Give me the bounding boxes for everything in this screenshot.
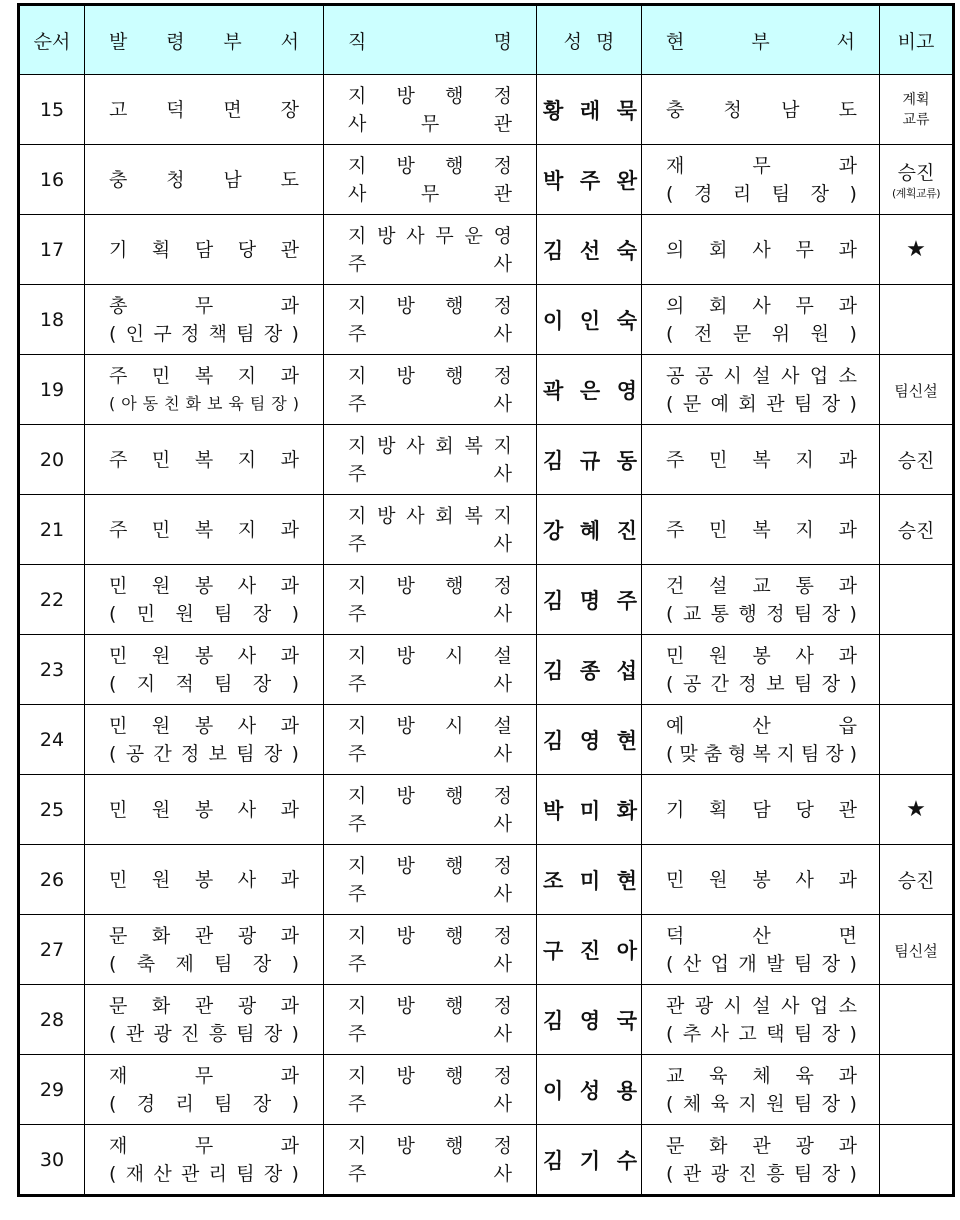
assigned-dept xyxy=(85,565,324,635)
table-row xyxy=(19,355,954,425)
row-number: 16 xyxy=(19,145,85,215)
position-line: 주 사 xyxy=(348,1022,512,1045)
position-line: 주 사 xyxy=(348,462,512,485)
current-dept-line: ( 관 광 진 흥 팀 장 ) xyxy=(666,1162,857,1185)
star-icon: ★ xyxy=(906,797,926,822)
position-line: 지 방 시 설 xyxy=(348,714,512,737)
position-title xyxy=(324,915,537,985)
current-dept-line: ( 추 사 고 택 팀 장 ) xyxy=(666,1022,857,1045)
person-name: 곽 은 영 xyxy=(537,355,642,425)
header-cur-char: 현 xyxy=(666,30,685,53)
header-note: 비고 xyxy=(880,5,954,75)
current-dept xyxy=(642,775,880,845)
dept-line: 민 원 봉 사 과 xyxy=(109,798,299,821)
person-name: 강 혜 진 xyxy=(537,495,642,565)
person-name: 김 영 국 xyxy=(537,985,642,1055)
header-row xyxy=(19,5,954,75)
position-line: 지 방 행 정 xyxy=(348,84,512,107)
remark: 팀신설 xyxy=(880,915,954,985)
remark: 계획 교류 xyxy=(880,75,954,145)
position-line: 주 사 xyxy=(348,532,512,555)
header-no: 순서 xyxy=(19,5,85,75)
header-dept-char: 부 xyxy=(223,30,242,53)
dept-line: 민 원 봉 사 과 xyxy=(109,574,299,597)
position-line: 주 사 xyxy=(348,672,512,695)
assigned-dept xyxy=(85,495,324,565)
position-line: 지 방 행 정 xyxy=(348,924,512,947)
assigned-dept xyxy=(85,705,324,775)
assigned-dept xyxy=(85,915,324,985)
row-number: 17 xyxy=(19,215,85,285)
position-line: 지 방 행 정 xyxy=(348,294,512,317)
remark xyxy=(880,1125,954,1196)
row-number: 27 xyxy=(19,915,85,985)
current-dept xyxy=(642,495,880,565)
assigned-dept xyxy=(85,1125,324,1196)
row-number: 25 xyxy=(19,775,85,845)
header-dept xyxy=(85,5,324,75)
assigned-dept xyxy=(85,215,324,285)
remark: 승진 xyxy=(880,845,954,915)
header-pos-char: 명 xyxy=(493,30,512,53)
dept-line: ( 인 구 정 책 팀 장 ) xyxy=(109,322,299,345)
current-dept xyxy=(642,915,880,985)
current-dept-line: ( 맞 춤 형 복 지 팀 장 ) xyxy=(666,742,857,765)
header-cur xyxy=(642,5,880,75)
table-row xyxy=(19,915,954,985)
person-name: 이 성 용 xyxy=(537,1055,642,1125)
person-name: 김 종 섭 xyxy=(537,635,642,705)
position-line: 지 방 행 정 xyxy=(348,994,512,1017)
dept-line: 기 획 담 당 관 xyxy=(109,238,299,261)
assigned-dept xyxy=(85,845,324,915)
current-dept-line: 문 화 관 광 과 xyxy=(666,1134,857,1157)
position-line: 지 방 행 정 xyxy=(348,574,512,597)
header-cur-char: 서 xyxy=(836,30,855,53)
dept-line: ( 지 적 팀 장 ) xyxy=(109,672,299,695)
position-line: 주 사 xyxy=(348,812,512,835)
personnel-table xyxy=(17,3,955,1197)
row-number: 15 xyxy=(19,75,85,145)
table-row xyxy=(19,495,954,565)
dept-line: 주 민 복 지 과 xyxy=(109,364,299,387)
current-dept-line: 기 획 담 당 관 xyxy=(666,798,857,821)
remark xyxy=(880,775,954,845)
dept-line: ( 공 간 정 보 팀 장 ) xyxy=(109,742,299,765)
table-row xyxy=(19,705,954,775)
current-dept-line: 공 공 시 설 사 업 소 xyxy=(666,364,857,387)
header-cur-char: 부 xyxy=(751,30,770,53)
position-title xyxy=(324,355,537,425)
row-number: 23 xyxy=(19,635,85,705)
table-row xyxy=(19,775,954,845)
position-line: 지 방 시 설 xyxy=(348,644,512,667)
remark: 승진 (계획교류) xyxy=(880,145,954,215)
dept-line: 고 덕 면 장 xyxy=(109,98,299,121)
assigned-dept xyxy=(85,285,324,355)
table-row xyxy=(19,1055,954,1125)
current-dept-line: 예 산 읍 xyxy=(666,714,857,737)
person-name: 황 래 묵 xyxy=(537,75,642,145)
position-title xyxy=(324,145,537,215)
row-number: 19 xyxy=(19,355,85,425)
current-dept-line: 충 청 남 도 xyxy=(666,98,857,121)
dept-line: 민 원 봉 사 과 xyxy=(109,868,299,891)
position-title xyxy=(324,425,537,495)
table-row xyxy=(19,1125,954,1196)
row-number: 28 xyxy=(19,985,85,1055)
position-title xyxy=(324,495,537,565)
dept-line: 재 무 과 xyxy=(109,1064,299,1087)
table-row xyxy=(19,845,954,915)
position-line: 지 방 행 정 xyxy=(348,364,512,387)
remark: 승진 xyxy=(880,495,954,565)
table-row xyxy=(19,565,954,635)
current-dept xyxy=(642,215,880,285)
dept-line: ( 아 동 친 화 보 육 팀 장 ) xyxy=(109,393,299,413)
remark xyxy=(880,565,954,635)
position-line: 주 사 xyxy=(348,742,512,765)
assigned-dept xyxy=(85,425,324,495)
dept-line: ( 재 산 관 리 팀 장 ) xyxy=(109,1162,299,1185)
position-line: 지 방 행 정 xyxy=(348,1134,512,1157)
row-number: 22 xyxy=(19,565,85,635)
person-name: 김 명 주 xyxy=(537,565,642,635)
current-dept xyxy=(642,425,880,495)
dept-line: 민 원 봉 사 과 xyxy=(109,644,299,667)
remark xyxy=(880,285,954,355)
person-name: 김 규 동 xyxy=(537,425,642,495)
dept-line: 문 화 관 광 과 xyxy=(109,994,299,1017)
header-pos xyxy=(324,5,537,75)
assigned-dept xyxy=(85,145,324,215)
table-row xyxy=(19,985,954,1055)
remark xyxy=(880,215,954,285)
table-body xyxy=(19,75,954,1196)
assigned-dept xyxy=(85,635,324,705)
header-name-char: 명 xyxy=(596,30,615,53)
person-name: 이 인 숙 xyxy=(537,285,642,355)
dept-line: ( 민 원 팀 장 ) xyxy=(109,602,299,625)
assigned-dept xyxy=(85,75,324,145)
star-icon: ★ xyxy=(906,237,926,262)
dept-line: 총 무 과 xyxy=(109,294,299,317)
position-line: 주 사 xyxy=(348,1162,512,1185)
table-row xyxy=(19,425,954,495)
dept-line: ( 축 제 팀 장 ) xyxy=(109,952,299,975)
dept-line: 민 원 봉 사 과 xyxy=(109,714,299,737)
position-title xyxy=(324,705,537,775)
table-row xyxy=(19,635,954,705)
current-dept-line: 의 회 사 무 과 xyxy=(666,238,857,261)
dept-line: 충 청 남 도 xyxy=(109,168,299,191)
position-title xyxy=(324,1125,537,1196)
header-pos-char: 직 xyxy=(348,30,367,53)
row-number: 20 xyxy=(19,425,85,495)
row-number: 29 xyxy=(19,1055,85,1125)
position-line: 지 방 사 회 복 지 xyxy=(348,504,512,527)
table-row xyxy=(19,145,954,215)
position-line: 주 사 xyxy=(348,322,512,345)
position-line: 지 방 행 정 xyxy=(348,854,512,877)
current-dept-line: 민 원 봉 사 과 xyxy=(666,868,857,891)
row-number: 26 xyxy=(19,845,85,915)
current-dept-line: 건 설 교 통 과 xyxy=(666,574,857,597)
current-dept-line: 교 육 체 육 과 xyxy=(666,1064,857,1087)
assigned-dept xyxy=(85,985,324,1055)
person-name: 조 미 현 xyxy=(537,845,642,915)
table-row xyxy=(19,285,954,355)
position-title xyxy=(324,985,537,1055)
dept-line: ( 경 리 팀 장 ) xyxy=(109,1092,299,1115)
remark xyxy=(880,705,954,775)
row-number: 30 xyxy=(19,1125,85,1196)
header-dept-char: 령 xyxy=(166,30,185,53)
remark xyxy=(880,985,954,1055)
current-dept-line: 재 무 과 xyxy=(666,154,857,177)
current-dept-line: 민 원 봉 사 과 xyxy=(666,644,857,667)
position-line: 지 방 행 정 xyxy=(348,1064,512,1087)
row-number: 24 xyxy=(19,705,85,775)
current-dept-line: ( 문 예 회 관 팀 장 ) xyxy=(666,392,857,415)
position-line: 주 사 xyxy=(348,252,512,275)
current-dept-line: ( 전 문 위 원 ) xyxy=(666,322,857,345)
position-line: 지 방 사 무 운 영 xyxy=(348,224,512,247)
current-dept xyxy=(642,705,880,775)
dept-line: 주 민 복 지 과 xyxy=(109,448,299,471)
person-name: 김 선 숙 xyxy=(537,215,642,285)
current-dept-line: 주 민 복 지 과 xyxy=(666,448,857,471)
current-dept-line: 의 회 사 무 과 xyxy=(666,294,857,317)
current-dept-line: 관 광 시 설 사 업 소 xyxy=(666,994,857,1017)
assigned-dept xyxy=(85,355,324,425)
position-line: 지 방 사 회 복 지 xyxy=(348,434,512,457)
header-dept-char: 발 xyxy=(109,30,128,53)
current-dept xyxy=(642,1125,880,1196)
position-title xyxy=(324,565,537,635)
position-line: 사 무 관 xyxy=(348,182,512,205)
dept-line: 문 화 관 광 과 xyxy=(109,924,299,947)
dept-line: ( 관 광 진 흥 팀 장 ) xyxy=(109,1022,299,1045)
current-dept xyxy=(642,355,880,425)
assigned-dept xyxy=(85,1055,324,1125)
row-number: 21 xyxy=(19,495,85,565)
current-dept xyxy=(642,635,880,705)
current-dept xyxy=(642,1055,880,1125)
header-dept-char: 서 xyxy=(280,30,299,53)
position-line: 주 사 xyxy=(348,1092,512,1115)
current-dept-line: ( 교 통 행 정 팀 장 ) xyxy=(666,602,857,625)
remark xyxy=(880,635,954,705)
position-title xyxy=(324,1055,537,1125)
dept-line: 재 무 과 xyxy=(109,1134,299,1157)
position-title xyxy=(324,75,537,145)
position-title xyxy=(324,285,537,355)
current-dept-line: ( 공 간 정 보 팀 장 ) xyxy=(666,672,857,695)
header-name-char: 성 xyxy=(563,30,582,53)
person-name: 김 영 현 xyxy=(537,705,642,775)
remark: 팀신설 xyxy=(880,355,954,425)
current-dept-line: ( 산 업 개 발 팀 장 ) xyxy=(666,952,857,975)
person-name: 구 진 아 xyxy=(537,915,642,985)
current-dept xyxy=(642,285,880,355)
position-line: 지 방 행 정 xyxy=(348,154,512,177)
table-row xyxy=(19,215,954,285)
current-dept xyxy=(642,145,880,215)
current-dept-line: 덕 산 면 xyxy=(666,924,857,947)
person-name: 박 주 완 xyxy=(537,145,642,215)
current-dept xyxy=(642,985,880,1055)
current-dept xyxy=(642,845,880,915)
position-title xyxy=(324,215,537,285)
position-line: 지 방 행 정 xyxy=(348,784,512,807)
position-title xyxy=(324,845,537,915)
assigned-dept xyxy=(85,775,324,845)
person-name: 김 기 수 xyxy=(537,1125,642,1196)
position-line: 주 사 xyxy=(348,602,512,625)
remark xyxy=(880,1055,954,1125)
header-name xyxy=(537,5,642,75)
current-dept xyxy=(642,565,880,635)
current-dept-line: ( 경 리 팀 장 ) xyxy=(666,182,857,205)
remark: 승진 xyxy=(880,425,954,495)
position-title xyxy=(324,775,537,845)
person-name: 박 미 화 xyxy=(537,775,642,845)
dept-line: 주 민 복 지 과 xyxy=(109,518,299,541)
position-line: 주 사 xyxy=(348,882,512,905)
position-title xyxy=(324,635,537,705)
position-line: 주 사 xyxy=(348,952,512,975)
position-line: 주 사 xyxy=(348,392,512,415)
current-dept-line: ( 체 육 지 원 팀 장 ) xyxy=(666,1092,857,1115)
position-line: 사 무 관 xyxy=(348,112,512,135)
row-number: 18 xyxy=(19,285,85,355)
current-dept-line: 주 민 복 지 과 xyxy=(666,518,857,541)
table-row xyxy=(19,75,954,145)
current-dept xyxy=(642,75,880,145)
